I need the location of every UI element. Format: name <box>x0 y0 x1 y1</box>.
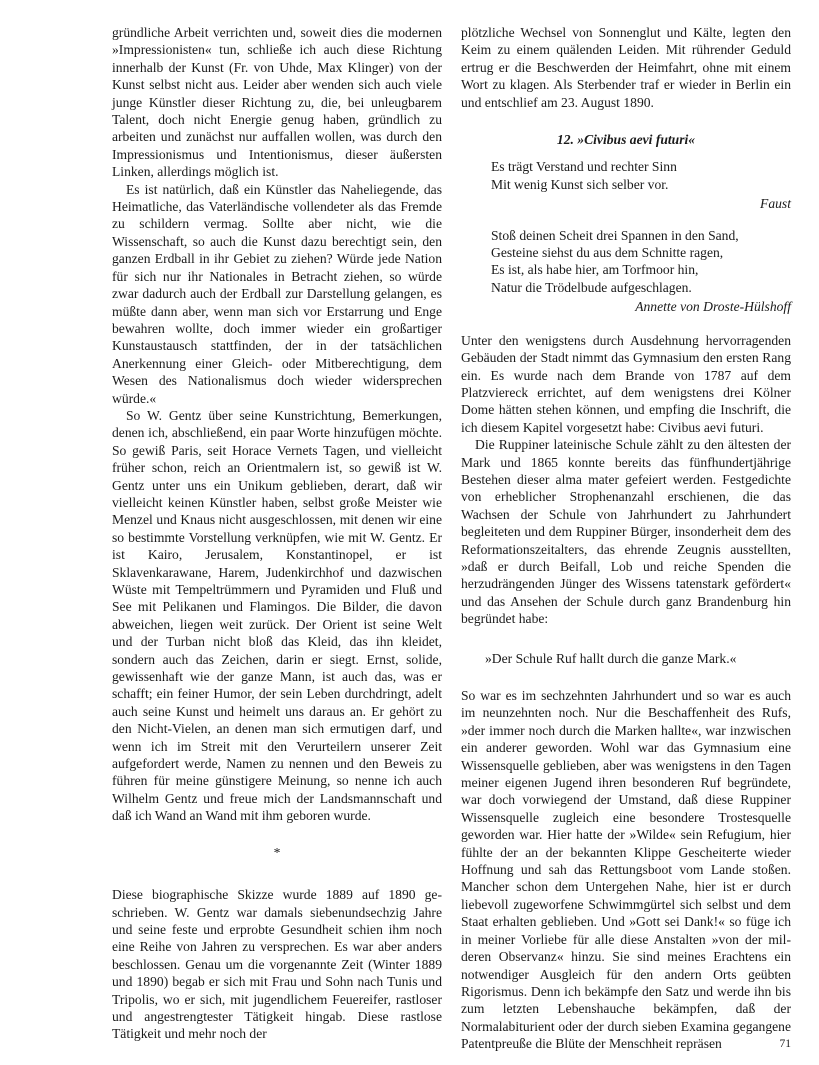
paragraph: plötzliche Wechsel von Sonnenglut und Kälte, legten den Keim zu einem quälenden Leiden. Mit rührender Geduld ertrug er die Beschwerden der Heimfahrt, ohne mit einem Wort zu klagen. Als Sterbender traf er wieder in Berlin ein und entschlief am 23. August 1890. <box>461 25 791 110</box>
verse-line: Mit wenig Kunst sich selber vor. <box>491 176 669 192</box>
verse-attribution: Annette von Droste-Hülshoff <box>635 299 791 315</box>
paragraph: Diese biographische Skizze wurde 1889 auf 1890 geschrieben. W. Gentz war damals siebenundsechzig Jahre und seine feste und erprobte Gesundheit schien ihm noch eine Reihe von Jahren zu versprechen. Es war aber anders beschlossen. Genau um die vorgenannte Zeit (Winter 1889 und 1890) begab er sich mit Frau und Sohn nach Tunis und Tripolis, wo er sich, mit jugendlichem Feuereifer, rastloser und angestrengtester Tätigkeit hingab. Diese rastlose Tätigkeit und mehr noch der <box>112 887 442 1042</box>
paragraph: So W. Gentz über seine Kunstrichtung, Bemerkungen, denen ich, abschließend, ein paar Worte hinzufügen möchte. So gewiß Paris, seit Horace Vernets Tagen, und vielleicht früher schon, reich an Orientmalern ist, so gewiß ist W. Gentz unter uns ein Unikum geblieben, derart, daß wir vielleicht keinen Künstler haben, selbst große Meister wie Menzel und Knaus nicht ausgeschlossen, mit denen wir eine so bestimmte Vorstellung verknüpfen, wie mit W. Gentz. Er ist Kairo, Jerusalem, Konstantinopel, er ist Sklavenkarawane, Harem, Judenkirchhof und dazwischen Wüste mit Tempeltrümmern und Pyramiden und Fluß und See mit Pelikanen und Flamingos. Die Bilder, die davon abweichen, liegen weit zurück. Der Orient ist seine Welt und der Turban nicht bloß das Kleid, das ihn kleidet, sondern auch das Zeichen, darin er siegt. Ernst, solide, gewissenhaft wie der ganze Mann, ist auch das, was er schafft; ein feiner Humor, der sein Leben durchdringt, adelt auch seine Kunst und heimelt uns daraus an. Er gehört zu den Nicht-Vielen, an denen man sich ermutigen darf, und wenn ich im Streit mit den Verurteilern unserer Zeit aufgefordert werde, Namen zu nennen und den Beweis zu führen für meine günstigere Meinung, so nenne ich auch Wilhelm Gentz und freue mich der Landsmannschaft und daß ich Wand an Wand mit ihm geboren wurde. <box>112 407 442 824</box>
verse-line: Natur die Trödelbude aufgeschlagen. <box>491 279 692 295</box>
block-quote: »Der Schule Ruf hallt durch die ganze Mark.« <box>485 650 737 666</box>
paragraph: Unter den wenigstens durch Ausdehnung hervorragenden Gebäuden der Stadt nimmt das Gymnasium den ersten Rang ein. Es wurde nach dem Brande von 1787 auf dem Platzviereck errichtet, auf dem wenigstens drei Kölner Dome hätten stehen können, und empfing die Inschrift, die ich diesem Kapitel vorgesetzt habe: Civibus aevi futuri. <box>461 332 791 435</box>
epigraph-verse-2 <box>491 227 791 316</box>
page-number: 71 <box>779 1038 791 1050</box>
paragraph: gründliche Arbeit verrichten und, soweit dies die modernen »Impressionisten« tun, schließe ich auch diese Richtung innerhalb der Kunst (Fr. von Uhde, Max Klinger) von der Kunst selbst nicht aus. Leider aber wenden sich auch viele junge Künstler dieser Richtung zu, die, bei unleugbarem Talent, doch nicht Energie genug haben, gründlich zu arbeiten und zunächst nur auffallen wollen, was durch den Impressionismus und Intentionismus, dieser äußersten Linken, allerdings möglich ist. <box>112 25 442 180</box>
right-column <box>461 24 791 1053</box>
verse-line: Stoß deinen Scheit drei Spannen in den Sand, <box>491 227 739 243</box>
verse-line: Es trägt Verstand und rechter Sinn <box>491 159 677 175</box>
left-column <box>112 24 442 1043</box>
paragraph: Die Ruppiner lateinische Schule zählt zu den ältesten der Mark und 1865 konnte bereits das fünfhundertjährige Bestehen dieser alma mater gefeiert werden. Festgedichte von erheblicher Strophenanzahl erschienen, die das Wachsen der Schule von Jahrhundert zu Jahrhundert begleiteten und dem Ruppiner Bürger, insonderheit dem des Reformationszeitalters, das ehrende Zeugnis ausstellten, »daß er durch Beifall, Lob und reiche Spenden die herzudrängenden Jünger des Wissens tatenstark gefördert« und das Ansehen der Schule durch ganz Brandenburg hin begründet habe: <box>461 437 791 627</box>
chapter-heading: 12. »Civibus aevi futuri« <box>556 132 696 148</box>
section-separator: * <box>273 844 281 860</box>
paragraph: Es ist natürlich, daß ein Künstler das Naheliegende, das Heimatliche, das Vaterländische vollendeter als das Fremde zu schildern vermag. Sollte aber nicht, wie die Wissenschaft, so auch die Kunst dazu berechtigt sein, den ganzen Erdball in ihr Gebiet zu ziehen? Würde jede Nation für sich nur ihr Nationales in Betracht ziehen, so würde zwar dadurch auch der Erdball zur Darstellung gelangen, es müßte dann aber, wenn man sich vor Erstarrung und Enge bewahren wollte, doch immer wieder ein großartiger Kunstaustausch stattfinden, der in der tatsächlichen Anerkennung einer Gleich- oder Mitberechtigung, dem Wesen des Nationalismus doch wieder widersprechen würde.« <box>112 181 442 406</box>
paragraph: So war es im sechzehnten Jahrhundert und so war es auch im neunzehnten noch. Nur die Beschaffenheit des Rufs, »der immer noch durch die Marken hallte«, war inzwischen ein anderer geworden. Wohl war das Gymnasium eine Wissensquelle geblieben, aber was wenigstens in den Tagen meiner eigenen Jugend ihren besonderen Ruf begründete, war doch vorwiegend der Umstand, daß diese Ruppiner Wissensquelle zugleich eine besondere Trostesquelle geworden war. Hier hatte der »Wilde« sein Refugium, hier fühlte der an der bekannten Klippe Gescheiterte wieder Hoffnung und sah das Rettungsboot vom Lande stoßen. Mancher schon dem Untergehen Nahe, hier ist er durch liebevoll zugeworfene Schwimmgürtel sich selbst und dem Staat erhalten geblieben. Und »Gott sei Dank!« so füge ich in meiner Vorliebe für alle diese Anstalten »von der milderen Observanz« hinzu. Sie sind meines Erachtens ein notwendiger Ausgleich für den andern Orts geübten Rigorismus. Denn ich bekämpfe den Satz und werde ihn bis zum letzten Lebenshauche bekämpfen, daß der Normalabiturient oder der durch sieben Examina gegangene Patentpreuße die Blüte der Menschheit repräsen <box>461 688 791 1052</box>
verse-line: Gesteine siehst du aus dem Schnitte ragen, <box>491 245 724 261</box>
verse-line: Es ist, als habe hier, am Torfmoor hin, <box>491 262 699 278</box>
verse-attribution: Faust <box>760 196 791 212</box>
epigraph-verse-1 <box>491 158 791 212</box>
